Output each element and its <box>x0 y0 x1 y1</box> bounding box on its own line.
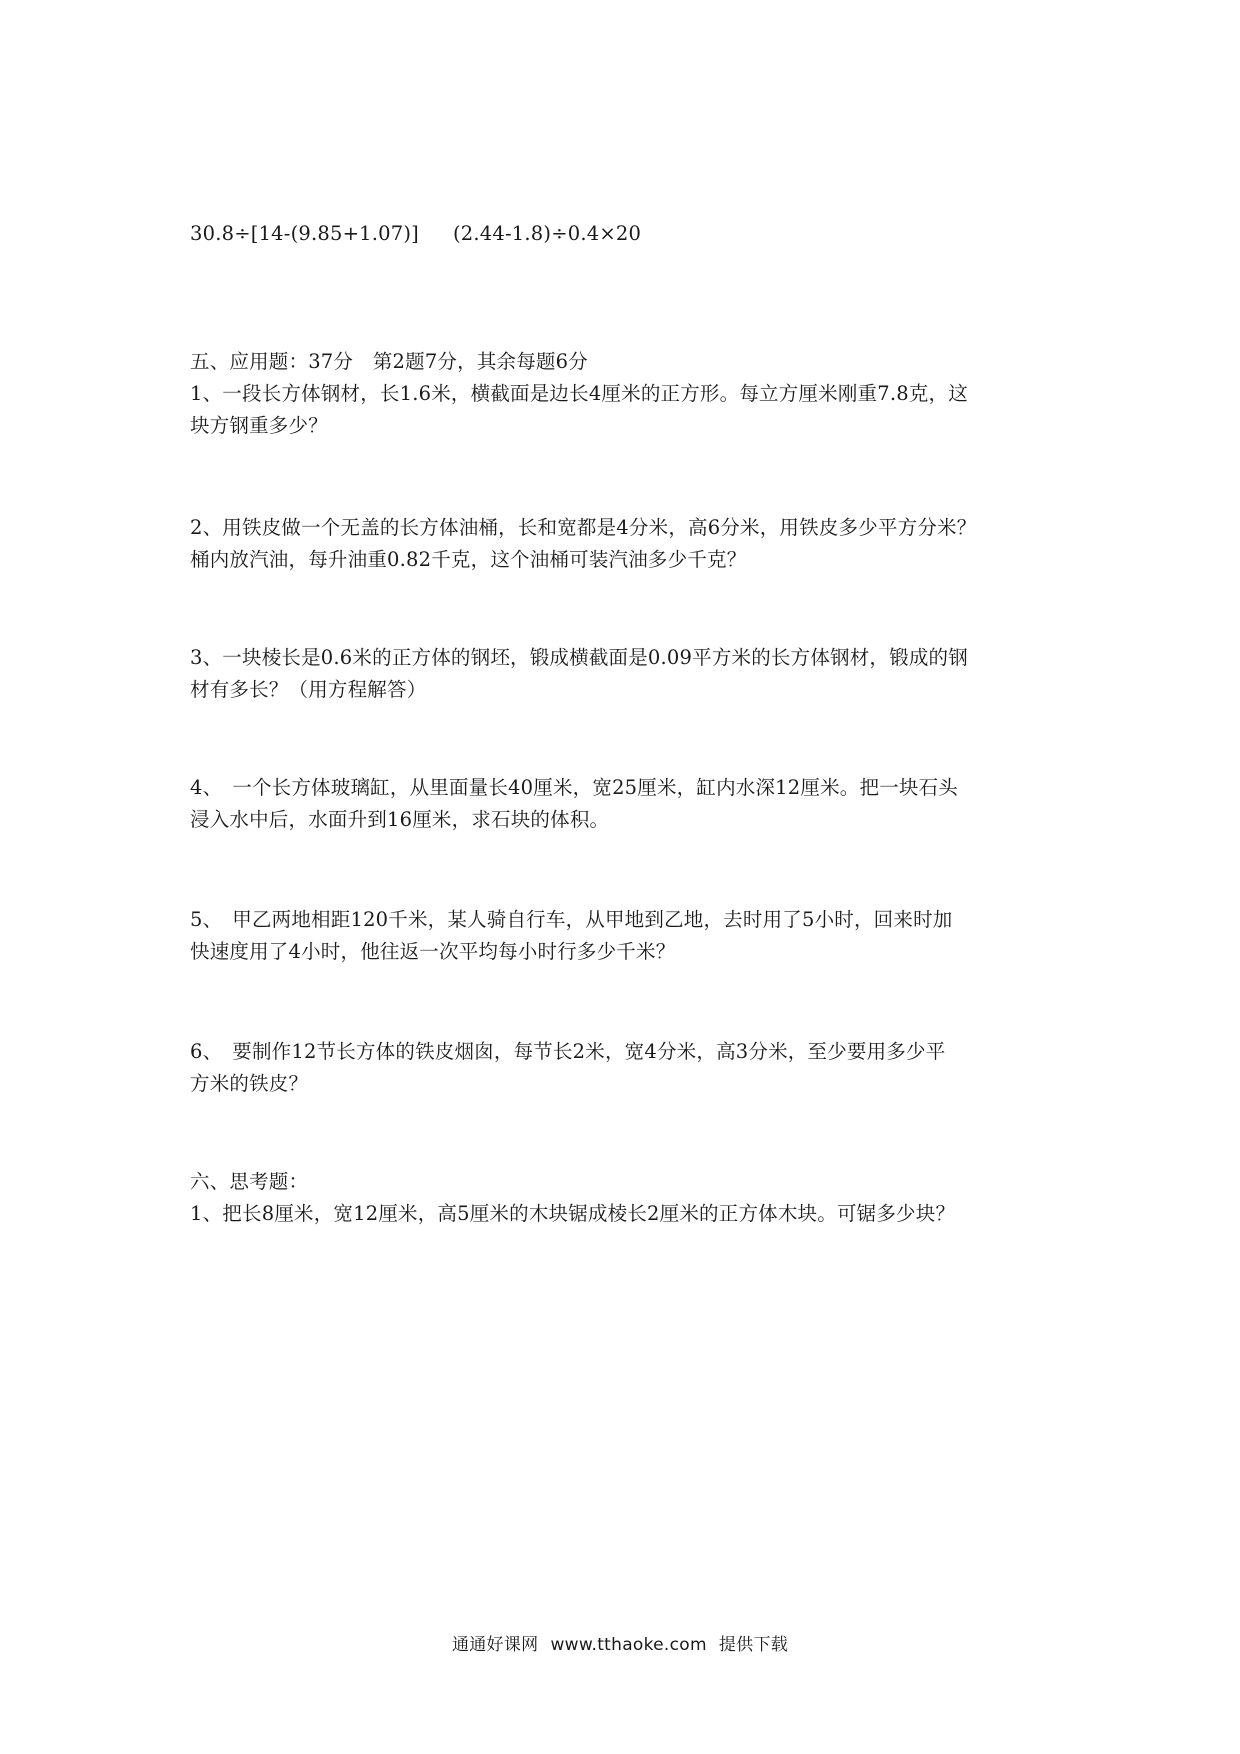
section-six-heading: 六、思考题： <box>190 1170 309 1193</box>
footer-site-name: 通通好课网 <box>451 1635 539 1655</box>
question-3-line-1: 3、一块棱长是0.6米的正方体的钢坯，锻成横截面是0.09平方米的长方体钢材，锻成的钢 <box>190 646 968 669</box>
question-6-line-1: 6、 要制作12节长方体的铁皮烟囱，每节长2米，宽4分米，高3分米，至少要用多少平 <box>190 1040 946 1063</box>
question-5-line-1: 5、 甲乙两地相距120千米，某人骑自行车，从甲地到乙地，去时用了5小时，回来时加 <box>190 908 953 931</box>
section-five-heading: 五、应用题：37分 第2题7分，其余每题6分 <box>190 350 588 373</box>
question-1-line-2: 块方钢重多少？ <box>190 414 328 437</box>
question-3-line-2: 材有多长？（用方程解答） <box>190 678 427 701</box>
calculation-line <box>190 218 1070 250</box>
question-6-line-2: 方米的铁皮？ <box>190 1072 309 1095</box>
calculation-expression-1: 30.8÷[14-(9.85+1.07)] <box>190 222 419 245</box>
question-4-line-2: 浸入水中后，水面升到16厘米，求石块的体积。 <box>190 808 610 831</box>
calculation-expression-2: (2.44-1.8)÷0.4×20 <box>452 222 642 245</box>
footer-url: www.tthaoke.com <box>550 1635 707 1655</box>
question-1-line-1: 1、一段长方体钢材，长1.6米，横截面是边长4厘米的正方形。每立方厘米刚重7.8克，这 <box>190 382 968 405</box>
question-4-line-1: 4、 一个长方体玻璃缸，从里面量长40厘米，宽25厘米，缸内水深12厘米。把一块石头 <box>190 776 958 799</box>
footer-download-note: 提供下载 <box>718 1635 789 1655</box>
question-2-line-1: 2、用铁皮做一个无盖的长方体油桶，长和宽都是4分米，高6分米，用铁皮多少平方分米？ <box>190 516 977 539</box>
question-2-line-2: 桶内放汽油，每升油重0.82千克，这个油桶可装汽油多少千克？ <box>190 548 747 571</box>
question-5-line-2: 快速度用了4小时，他往返一次平均每小时行多少千米？ <box>190 940 676 963</box>
page-footer <box>0 1633 1240 1657</box>
thinking-question-1: 1、把长8厘米，宽12厘米，高5厘米的木块锯成棱长2厘米的正方体木块。可锯多少块？ <box>190 1202 956 1225</box>
